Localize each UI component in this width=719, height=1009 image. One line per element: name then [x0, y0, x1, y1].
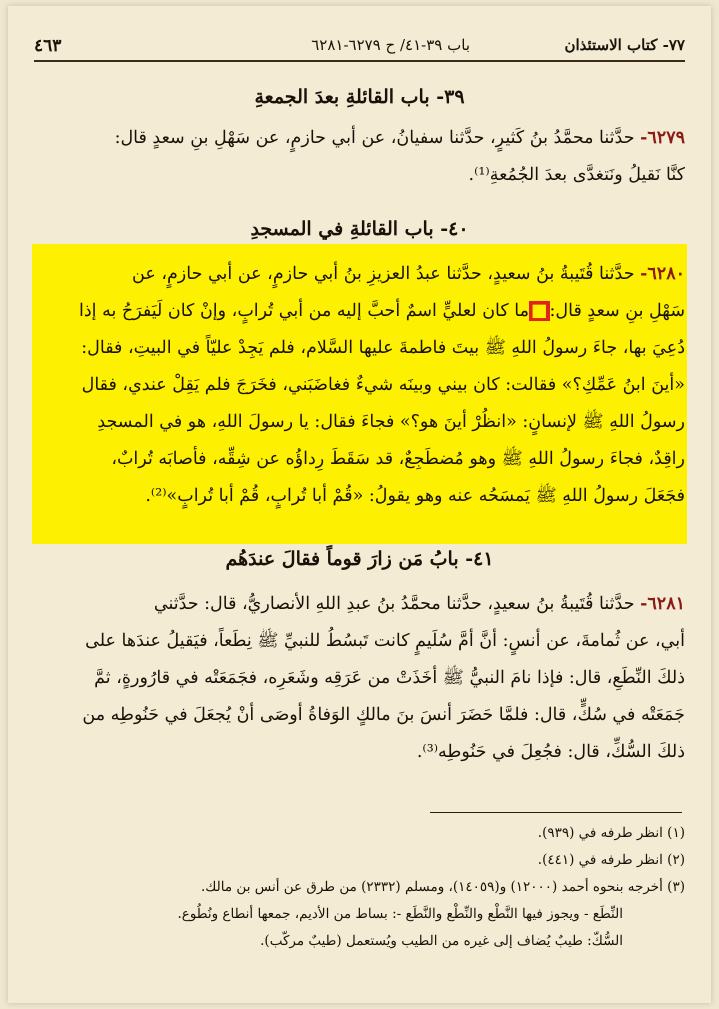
hadith-line: جَمَعَتْه في سُكٍّ، قال: فلمَّا حَضَرَ أنسَ بنَ مالكٍ الوَفاةُ أوصَى أنْ يُجعَلَ في حَنُوطِه من: [82, 705, 685, 725]
hadith-line: «أينَ ابنُ عَمِّكِ؟» فقالت: كان بيني وبينَه شيءٌ فغاضَبَني، فخَرَجَ فلم يَقِلْ عندي، فقال: [81, 375, 685, 395]
footnote-1: (١) انظر طرفه في (٩٣٩).: [537, 825, 685, 841]
hadith-number: ٦٢٨٠-: [640, 264, 685, 284]
book-title: ٧٧- كتاب الاستئذان: [564, 36, 685, 54]
footnote-3-gloss-sukk: السُّكّ: طيبٌ يُضاف إلى غيره من الطيب ويُستعمل (طيبٌ مركّب).: [260, 933, 623, 949]
footnotes: [34, 820, 685, 955]
hadith-line: رسولُ اللهِ ﷺ لإنسانٍ: «انظُرْ أينَ هو؟» فجاءَ فقال: يا رسولَ اللهِ، هو في المسجدِ: [97, 412, 685, 432]
hadith-line: فجَعَلَ رسولُ اللهِ ﷺ يَمسَحُه عنه وهو يقولُ: «قُمْ أبا تُرابٍ، قُمْ أبا تُرابٍ»⁽²⁾.: [145, 486, 685, 506]
hadith-line: ذلكَ السُّكِّ، قال: فجُعِلَ في حَنُوطِه⁽³⁾.: [416, 742, 685, 762]
footnote-2: (٢) انظر طرفه في (٤٤١).: [537, 852, 685, 868]
hadith-6280: [34, 256, 685, 515]
hadith-number: ٦٢٨١-: [640, 594, 685, 614]
footnote-divider: [430, 812, 682, 813]
chapter-heading-41: ٤١- بابُ مَن زارَ قوماً فقالَ عندَهُم: [225, 548, 494, 570]
hadith-line: راقِدٌ، فجاءَ رسولُ اللهِ ﷺ وهو مُضطَجِعٌ، قد سَقَطَ رِداؤُه عن شِقِّه، فأصابَه تُرابٌ،: [111, 449, 685, 469]
hadith-line: دُعِيَ بها، جاءَ رسولُ اللهِ ﷺ بيتَ فاطمةَ عليها السَّلام، فلم يَجِدْ عليّاً في البيتِ، فقال:: [81, 338, 685, 358]
footnote-3-gloss-nita: النِّطَع - ويجوز فيها النَّطْع والنِّطْع والنَّطَع -: بساط من الأديم، جمعها أنطاع ونُطُوع.: [177, 906, 623, 922]
header-divider: [34, 60, 685, 62]
red-text-cursor-marker: ■: [530, 301, 548, 321]
chapter-heading-39: ٣٩- باب القائلةِ بعدَ الجمعةِ: [254, 86, 465, 108]
page-number: ٤٦٣: [34, 36, 62, 56]
running-header: [34, 30, 685, 58]
hadith-6281: [34, 586, 685, 771]
hadith-line: حدَّثنا قُتَيبةُ بنُ سعيدٍ، حدَّثنا عبدُ العزيزِ بنُ أبي حازمٍ، عن أبي حازمٍ، عن: [132, 264, 635, 284]
hadith-line: كنَّا نَقيلُ ونَتغدَّى بعدَ الجُمُعةِ⁽¹⁾.: [468, 165, 685, 185]
footnote-3: (٣) أخرجه بنحوه أحمد (١٢٠٠٠) و(١٤٠٥٩)، ومسلم (٢٣٣٢) من طرق عن أنس بن مالك.: [201, 879, 685, 895]
hadith-line: ذلكَ النِّطَعِ، قال: فإذا نامَ النبيُّ ﷺ أخَذَتْ من عَرَقِه وشَعَرِه، فجَمَعَتْه في قارُورةٍ، ثمَّ: [94, 668, 685, 688]
hadith-line: حدَّثنا قُتَيبةُ بنُ سعيدٍ، حدَّثنا محمَّدُ بنُ عبدِ اللهِ الأنصاريُّ، قال: حدَّثني: [153, 594, 635, 614]
hadith-line: أبي، عن ثُمامةَ، عن أنسٍ: أنَّ أمَّ سُلَيمٍ كانت تَبسُطُ للنبيِّ ﷺ نِطَعاً، فيَقيلُ عندَها على: [85, 631, 685, 651]
hadith-number: ٦٢٧٩-: [640, 128, 685, 148]
hadith-line: حدَّثنا محمَّدُ بنُ كَثيرٍ، حدَّثنا سفيانُ، عن أبي حازمٍ، عن سَهْلِ بنِ سعدٍ قال:: [114, 128, 635, 148]
hadith-line: ما كان لعليٍّ اسمٌ أحبَّ إليه من أبي تُرابٍ، وإنْ كان لَيَفرَحُ به إذا: [79, 301, 529, 321]
hadith-6279: [34, 120, 685, 194]
chapter-heading-40: ٤٠- باب القائلةِ في المسجدِ: [250, 218, 469, 240]
hadith-line: سَهْلِ بنِ سعدٍ قال:: [549, 301, 685, 321]
chapter-range: باب ٣٩-٤١/ ح ٦٢٧٩-٦٢٨١: [311, 36, 470, 54]
